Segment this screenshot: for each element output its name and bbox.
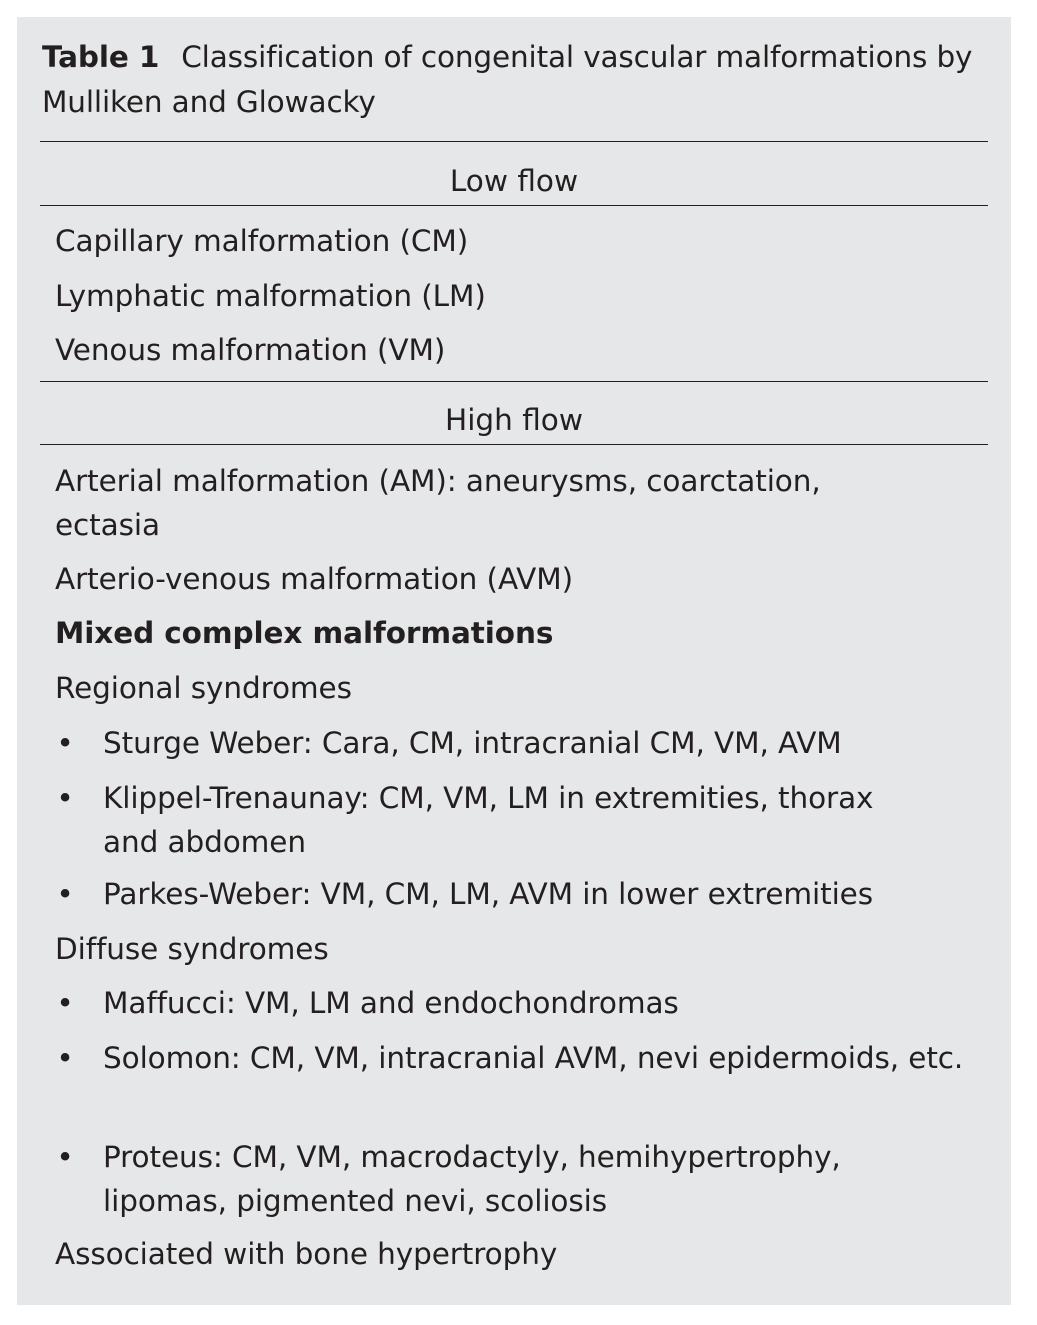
- table-caption: [42, 35, 997, 125]
- table-panel: [17, 17, 1011, 1305]
- list-item-text: Solomon: CM, VM, intracranial AVM, nevi epidermoids, etc.: [103, 1041, 964, 1075]
- bullet-icon: •: [56, 781, 74, 815]
- list-item: [55, 872, 975, 916]
- rule-high-flow: [40, 444, 988, 445]
- list-item-text: Maffucci: VM, LM and endochondromas: [103, 986, 679, 1020]
- list-item: [55, 1036, 975, 1080]
- diffuse-heading: Diffuse syndromes: [55, 932, 329, 966]
- bullet-icon: •: [56, 726, 74, 760]
- bullet-icon: •: [56, 1140, 74, 1174]
- list-item-text: Parkes-Weber: VM, CM, LM, AVM in lower extremities: [103, 877, 873, 911]
- list-item: Lymphatic malformation (LM): [55, 279, 486, 313]
- bullet-icon: •: [56, 877, 74, 911]
- list-item: Capillary malformation (CM): [55, 224, 469, 258]
- table-label: Table 1: [42, 40, 160, 74]
- list-item: Arterio-venous malformation (AVM): [55, 562, 573, 596]
- list-item: [55, 1135, 915, 1223]
- list-item: [55, 721, 975, 765]
- table-title: Classification of congenital vascular malformations by Mulliken and Glowacky: [42, 40, 973, 119]
- list-item: Venous malformation (VM): [55, 333, 446, 367]
- low-flow-heading: Low flow: [449, 164, 579, 198]
- mixed-heading: Mixed complex malformations: [55, 616, 554, 650]
- list-item: [55, 981, 975, 1025]
- list-item-text: Proteus: CM, VM, macrodactyly, hemihypertrophy, lipomas, pigmented nevi, scoliosis: [103, 1140, 841, 1218]
- rule-top: [40, 141, 988, 142]
- regional-heading: Regional syndromes: [55, 671, 352, 705]
- rule-mid: [40, 381, 988, 382]
- list-item-text: Sturge Weber: Cara, CM, intracranial CM, VM, AVM: [103, 726, 842, 760]
- list-item: Arterial malformation (AM): aneurysms, coarctation, ectasia: [55, 464, 821, 542]
- rule-low-flow: [40, 205, 988, 206]
- bullet-icon: •: [56, 986, 74, 1020]
- footer-note: Associated with bone hypertrophy: [55, 1237, 558, 1271]
- bullet-icon: •: [56, 1041, 74, 1075]
- high-flow-heading: High flow: [445, 403, 583, 437]
- list-item-text: Klippel-Trenaunay: CM, VM, LM in extremities, thorax and abdomen: [103, 781, 874, 859]
- list-item: [55, 776, 935, 864]
